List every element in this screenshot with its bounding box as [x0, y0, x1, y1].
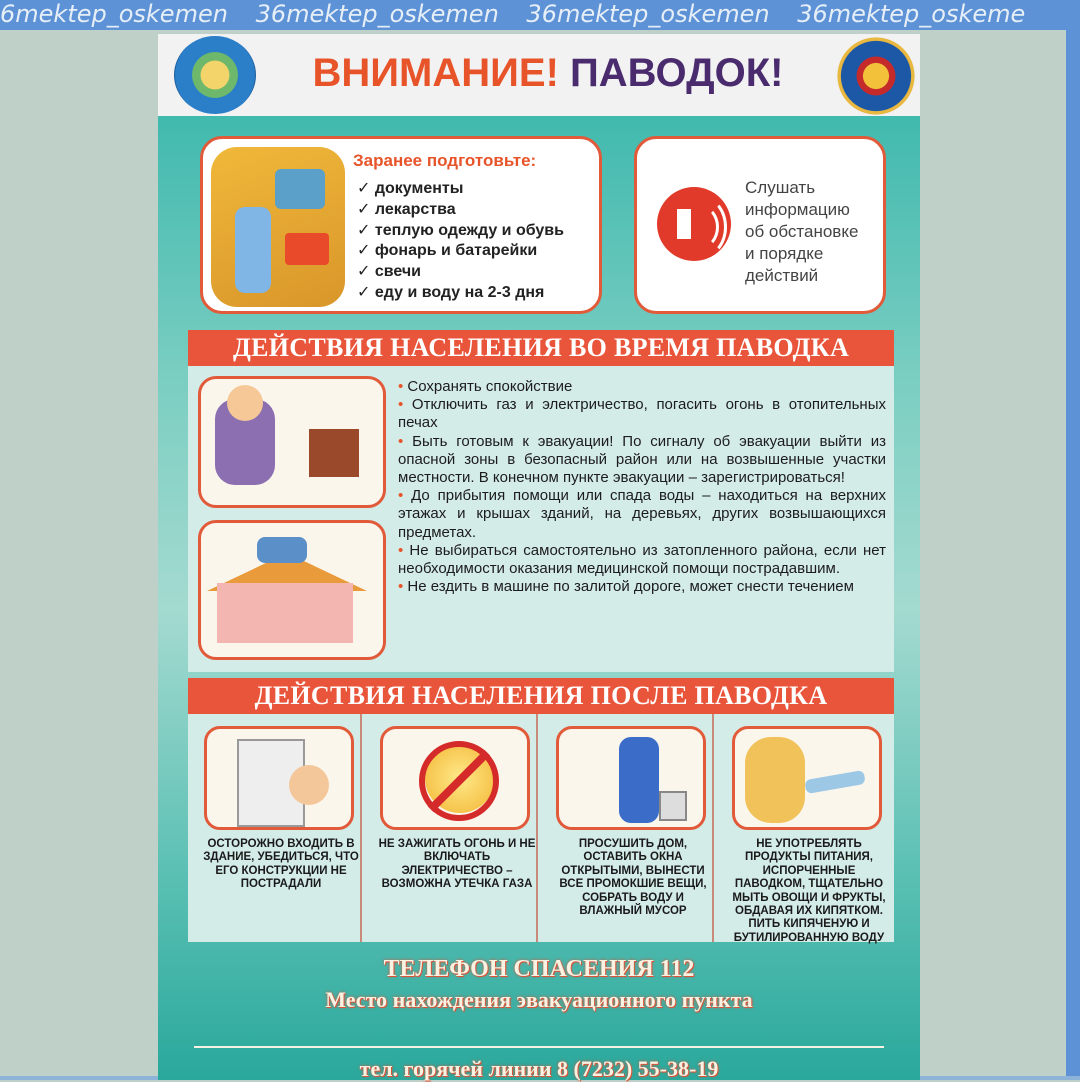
prepare-item: ✓ фонарь и батарейки: [357, 241, 564, 262]
speaker-icon: [657, 187, 731, 261]
people-on-roof: [257, 537, 307, 563]
poster-title: [278, 48, 818, 98]
during-flood-banner: ДЕЙСТВИЯ НАСЕЛЕНИЯ ВО ВРЕМЯ ПАВОДКА: [188, 330, 894, 366]
sound-wave: [681, 197, 727, 257]
watermark-text: 6mektep_oskemen: [0, 0, 228, 28]
during-item: • Не выбираться самостоятельно из затопленного района, если нет необходимости оказания медицинской помощи пострадавшим.: [398, 542, 886, 578]
house-illustration: [217, 583, 353, 643]
dry-house-illustration: [556, 726, 706, 830]
no-fire-illustration: [380, 726, 530, 830]
bucket-illustration: [659, 791, 687, 821]
family-on-roof-illustration: [198, 520, 386, 660]
prepare-item: ✓ теплую одежду и обувь: [357, 221, 564, 242]
after-item-caption: ОСТОРОЖНО ВХОДИТЬ В ЗДАНИЕ, УБЕДИТЬСЯ, ЧТО ЕГО КОНСТРУКЦИИ НЕ ПОСТРАДАЛИ: [203, 838, 359, 891]
after-item-caption: НЕ УПОТРЕБЛЯТЬ ПРОДУКТЫ ПИТАНИЯ, ИСПОРЧЕННЫЕ ПАВОДКОМ, ТЩАТЕЛЬНО МЫТЬ ОВОЩИ И ФРУКТЫ, ОБДАВАЯ ИХ КИПЯТКОМ. ПИТЬ КИПЯЧЕНУЮ И БУТИЛИРОВАННУЮ ВОДУ: [732, 838, 886, 944]
listen-box: [634, 136, 886, 314]
during-item: • Быть готовым к эвакуации! По сигналу об эвакуации выйти из опасной зоны в безопасный район или на возвышенные участки местности. В конечном пункте эвакуации – зарегистрироваться!: [398, 433, 886, 488]
cleaner-figure: [619, 737, 659, 823]
water-bottle-illustration: [804, 770, 866, 794]
during-item: • Отключить газ и электричество, погасить огонь в отопительных печах: [398, 396, 886, 432]
listen-line: об обстановке: [745, 222, 859, 241]
listen-line: Слушать: [745, 178, 816, 197]
watermark-text: 36mektep_oskemen: [255, 0, 499, 28]
emergency-service-emblem-icon: [834, 36, 918, 116]
title-flood: ПАВОДОК!: [570, 51, 784, 95]
prepare-box: [200, 136, 602, 314]
child-head: [227, 385, 263, 421]
fill-in-line: [194, 1046, 884, 1048]
backpack-illustration: [211, 147, 345, 307]
listen-text: [745, 177, 881, 287]
prepare-heading: Заранее подготовьте:: [353, 151, 537, 170]
during-item: • Не ездить в машине по залитой дороге, может снести течением: [398, 578, 886, 596]
no-fire-icon: [419, 741, 499, 821]
flood-poster: [158, 34, 920, 1080]
prepare-item: ✓ еду и воду на 2-3 дня: [357, 283, 564, 304]
title-attention: ВНИМАНИЕ!: [312, 51, 559, 95]
boy-face-illustration: [289, 765, 329, 805]
during-flood-list: [398, 378, 886, 596]
listen-line: действий: [745, 266, 819, 285]
after-item-card: [364, 714, 538, 942]
during-item: • До прибытия помощи или спада воды – находиться на верхних этажах и крышах зданий, на деревьях, других возвышающихся предметах.: [398, 487, 886, 542]
prepare-item: ✓ документы: [357, 179, 564, 200]
listen-line: и порядке: [745, 244, 824, 263]
listen-line: информацию: [745, 200, 850, 219]
drink-water-illustration: [732, 726, 882, 830]
poster-header: [158, 34, 920, 116]
after-item-card: [716, 714, 888, 942]
water-bottle-illustration: [235, 207, 271, 293]
after-item-caption: НЕ ЗАЖИГАТЬ ОГОНЬ И НЕ ВКЛЮЧАТЬ ЭЛЕКТРИЧЕСТВО – ВОЗМОЖНА УТЕЧКА ГАЗА: [378, 838, 536, 891]
photo-frame-right: [1066, 30, 1080, 1080]
watermark: [0, 0, 1080, 30]
after-item-card: [188, 714, 362, 942]
watermark-text: 36mektep_oskemen: [526, 0, 770, 28]
disconnect-gas-illustration: [198, 376, 386, 508]
during-item: • Сохранять спокойствие: [398, 378, 886, 396]
hotline-phone: тел. горячей линии 8 (7232) 55-38-19: [359, 1056, 719, 1081]
stove-illustration: [309, 429, 359, 477]
first-aid-kit-illustration: [285, 233, 329, 265]
evacuation-point-label: Место нахождения эвакуационного пункта: [325, 987, 753, 1012]
after-item-card: [540, 714, 714, 942]
after-item-caption: ПРОСУШИТЬ ДОМ, ОСТАВИТЬ ОКНА ОТКРЫТЫМИ, ВЫНЕСТИ ВСЕ ПРОМОКШИЕ ВЕЩИ, СОБРАТЬ ВОДУ И ВЛАЖНЫЙ МУСОР: [559, 838, 707, 918]
enter-building-illustration: [204, 726, 354, 830]
after-flood-banner: ДЕЙСТВИЯ НАСЕЛЕНИЯ ПОСЛЕ ПАВОДКА: [188, 678, 894, 714]
prepare-item: ✓ лекарства: [357, 200, 564, 221]
girl-figure: [745, 737, 805, 823]
prepare-item: ✓ свечи: [357, 262, 564, 283]
during-flood-section: [188, 366, 894, 672]
rescue-phone: ТЕЛЕФОН СПАСЕНИЯ 112: [383, 956, 695, 982]
clothes-illustration: [275, 169, 325, 209]
region-emblem-icon: [174, 36, 256, 114]
watermark-text: 36mektep_oskeme: [797, 0, 1026, 28]
prepare-list: [357, 179, 564, 304]
after-flood-section: [188, 714, 894, 942]
